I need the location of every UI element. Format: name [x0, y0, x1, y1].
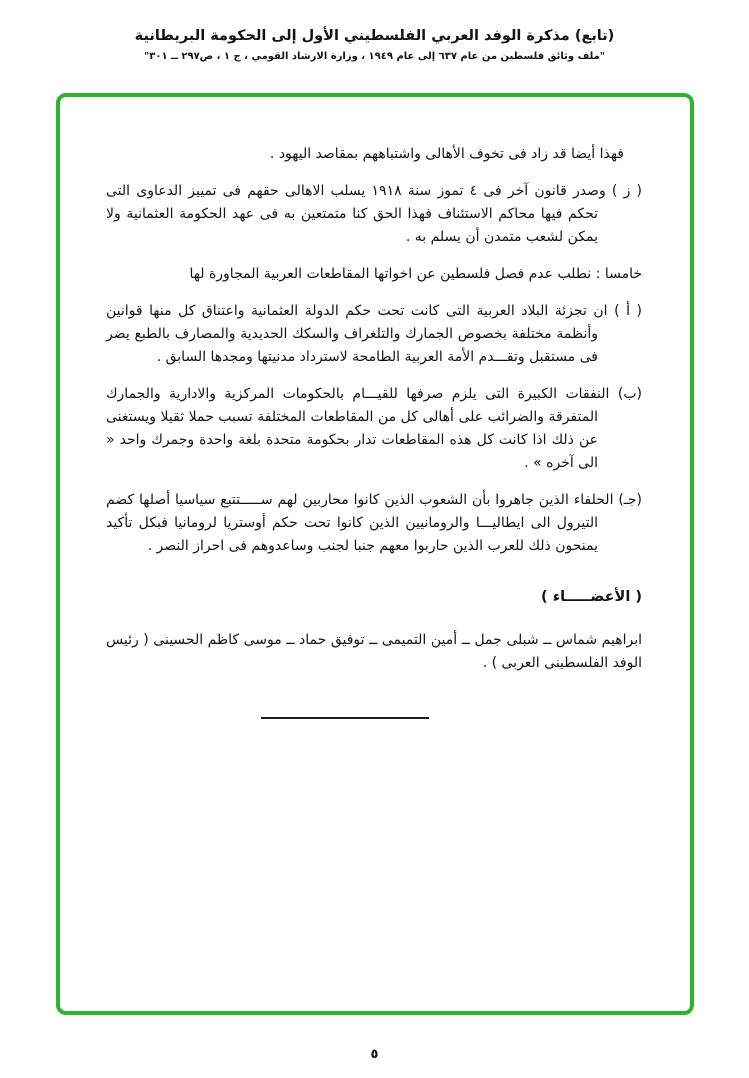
green-border-frame	[56, 93, 694, 1015]
clause-z-paragraph	[106, 180, 642, 249]
clause-b-paragraph	[106, 383, 642, 475]
section-marker: خامسا :	[595, 266, 642, 282]
members-heading: ( الأعضـــــاء )	[541, 589, 642, 605]
page-header	[0, 28, 749, 62]
clause-marker: (جـ)	[618, 492, 642, 508]
clause-a-paragraph	[106, 300, 642, 369]
clause-marker: (ب)	[617, 386, 643, 402]
document-body	[106, 143, 642, 719]
divider-rule	[261, 717, 429, 719]
clause-marker: ( أ )	[614, 303, 643, 319]
section-fifth-paragraph	[106, 263, 642, 286]
clause-text: ان تجزئة البلاد العربية التى كانت تحت حكم الدولة العثمانية واعتناق كل منها قوانين وأنظمة مختلفة بخصوص الجمارك والتلغراف والسكك الحديدية والمصارف بالطبع يضر فى مستقبل وتقـــدم الأمة العربية الطامحة لاسترداد مدنيتها ومجدها السابق .	[106, 303, 608, 365]
source-citation: "ملف وثائق فلسطين من عام ٦٣٧ إلى عام ١٩٤٩ ، وزارة الارشاد القومي ، ج ١ ، ص٢٩٧ ــ ٣٠١"	[144, 51, 605, 62]
clause-marker: ( ز )	[611, 183, 642, 199]
clause-j-paragraph	[106, 489, 642, 558]
clause-text: الحلفاء الذين جاهروا بأن الشعوب الذين كانوا محاربين لهم ســـــتتبع سياسيا أصلها كضم التيرول الى ايطاليـــا والرومانيين الذين كانوا تحت حكم أوستريا لرومانيا فبكل تأكيد يمنحون ذلك للعرب الذين حاربوا معهم جنبا لجنب وساعدوهم فى احراز النصر .	[106, 492, 614, 554]
clause-text: وصدر قانون آخر فى ٤ تموز سنة ١٩١٨ يسلب الاهالى حقهم فى تمييز الدعاوى التى تحكم فيها محاكم الاستئناف فهذا الحق كنا متمتعين به فى عهد الحكومة العثمانية ولا يمكن لشعب متمدن أن يسلم به .	[106, 183, 606, 245]
clause-text: النفقات الكبيرة التى يلزم صرفها للقيـــام بالحكومات المركزية والادارية والجمارك المتفرقة والضرائب على أهالى كل من المقاطعات المختلفة تسبب حملا ثقيلا ويستغنى عن ذلك اذا كانت كل هذه المقاطعات تدار بحكومة متحدة بلغة واحدة وجمرك واحد « الى آخره » .	[106, 386, 610, 471]
section-text: نطلب عدم فصل فلسطين عن اخواتها المقاطعات العربية المجاورة لها	[189, 266, 592, 282]
page-number: ٥	[370, 1047, 379, 1062]
paragraph-continuation	[106, 143, 642, 166]
paragraph-text: فهذا أيضا قد زاد فى تخوف الأهالى واشتباههم بمقاصد اليهود .	[269, 146, 624, 162]
document-title: (تابع) مذكرة الوفد العربي الفلسطيني الأول إلى الحكومة البريطانية	[134, 28, 615, 44]
members-names: ابراهيم شماس ــ شبلى جمل ــ أمين التميمى ــ توفيق حماد ــ موسى كاظم الحسينى ( رئيس الوفد الفلسطينى العربى ) .	[106, 632, 642, 671]
